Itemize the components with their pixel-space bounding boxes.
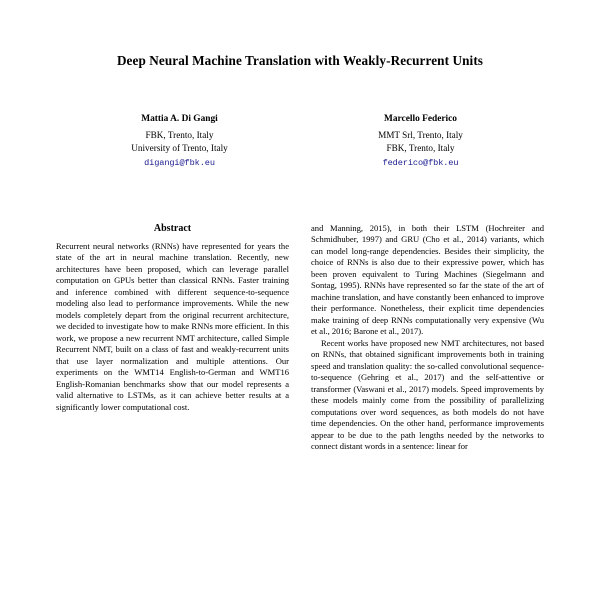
intro-paragraph-1: and Manning, 2015), in both their LSTM (Hochreiter and Schmidhuber, 1997) and GRU (Cho et al., 2014) variants, which can model long-range dependencies. Besides their simplicity, the choice of RNNs is also due to their expressive power, which has been proven equivalent to Turing Machines (Siegelmann and Sontag, 1995). RNNs have represented so far the state of the art of machine translation, and have constantly been enhanced to improve their performance. Nonetheless, their explicit time dependencies make training of deep RNNs computationally very expensive (Wu et al., 2016; Barone et al., 2017).: [311, 222, 544, 337]
abstract-text: Recurrent neural networks (RNNs) have represented for years the state of the art in neural machine translation. Recently, new architectures have been proposed, which can leverage parallel computation on GPUs better than classical RNNs. Faster training and inference combined with different sequence-to-sequence modeling also lead to performance improvements. While the new models completely depart from the original recurrent architecture, we decided to investigate how to make RNNs more efficient. In this work, we propose a new recurrent NMT architecture, called Simple Recurrent NMT, built on a class of fast and weakly-recurrent units that use layer normalization and multiple attentions. Our experiments on the WMT14 English-to-German and WMT16 English-Romanian benchmarks show that our model represents a valid alternative to LSTMs, as it can achieve better results at a significantly lower computational cost.: [56, 240, 289, 412]
author-block-1: [82, 113, 277, 169]
author-affiliation-line: University of Trento, Italy: [131, 142, 228, 153]
author-affiliation-line: MMT Srl, Trento, Italy: [378, 129, 463, 140]
page-title: Deep Neural Machine Translation with Weakly-Recurrent Units: [116, 53, 484, 68]
abstract-heading: Abstract: [153, 222, 192, 234]
author-affiliation-line: FBK, Trento, Italy: [145, 129, 214, 140]
body-columns: [56, 223, 544, 453]
intro-paragraph-2: Recent works have proposed new NMT architectures, not based on RNNs, that obtained significant improvements both in training speed and translation quality: the so-called convolutional sequence-to-sequence (Gehring et al., 2017) and the self-attentive or transformer (Vaswani et al., 2017) models. Speed improvements by these models mainly come from the possibility of parallelizing computations over word sequences, as both models do not have time dependencies. On the other hand, performance improvements appear to be due to the path lengths needed by the networks to connect distant words in a sentence: linear for: [311, 337, 544, 452]
column-left: [56, 223, 289, 453]
author-affiliation-line: FBK, Trento, Italy: [386, 142, 455, 153]
column-right: [311, 223, 544, 453]
author-block-2: [323, 113, 518, 169]
author-name: Mattia A. Di Gangi: [141, 114, 218, 125]
author-email[interactable]: digangi@fbk.eu: [144, 157, 215, 168]
author-email[interactable]: federico@fbk.eu: [382, 157, 459, 168]
author-name: Marcello Federico: [384, 114, 457, 125]
author-list: [56, 113, 544, 169]
